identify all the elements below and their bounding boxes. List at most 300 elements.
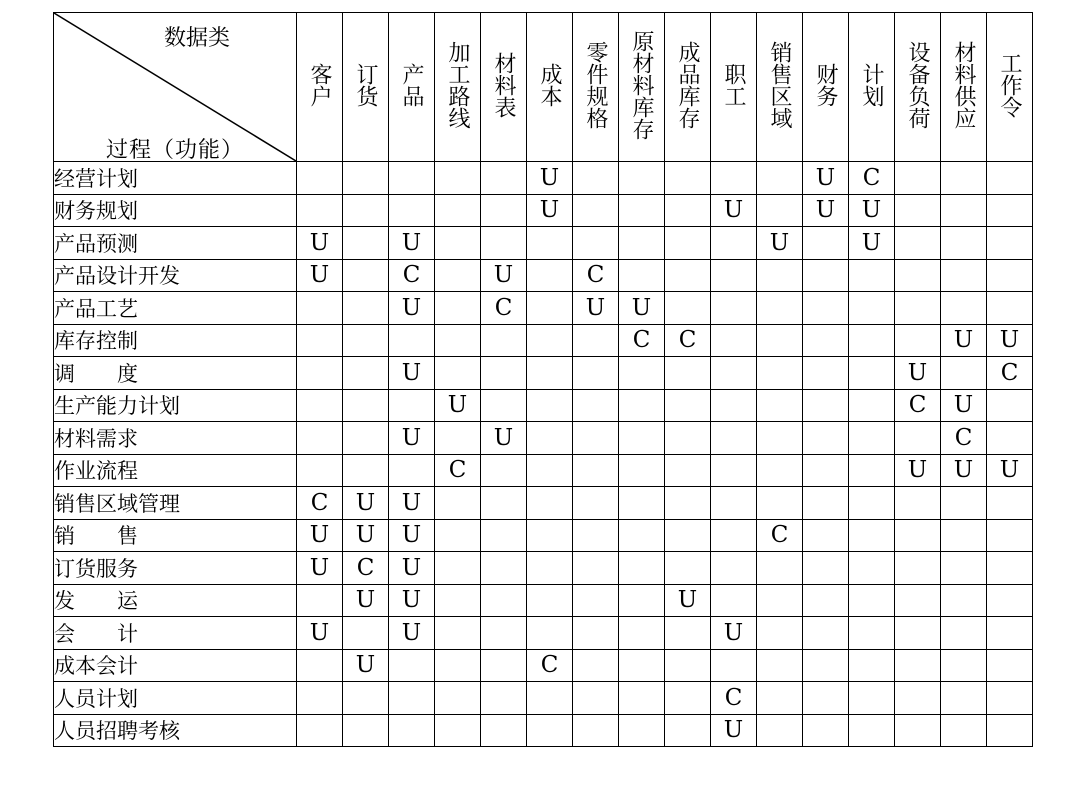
matrix-cell: U bbox=[343, 519, 389, 552]
matrix-cell bbox=[619, 584, 665, 617]
matrix-cell bbox=[619, 519, 665, 552]
matrix-cell: U bbox=[941, 454, 987, 487]
matrix-cell bbox=[389, 324, 435, 357]
matrix-cell bbox=[389, 682, 435, 715]
header-row bbox=[54, 13, 1033, 162]
matrix-cell bbox=[803, 487, 849, 520]
matrix-cell bbox=[435, 259, 481, 292]
matrix-cell bbox=[665, 357, 711, 390]
matrix-cell bbox=[297, 389, 343, 422]
matrix-cell: U bbox=[665, 584, 711, 617]
matrix-cell bbox=[343, 682, 389, 715]
matrix-cell bbox=[573, 227, 619, 260]
process-function-label: 过程（功能） bbox=[106, 138, 245, 163]
matrix-cell bbox=[711, 259, 757, 292]
matrix-cell bbox=[757, 162, 803, 195]
matrix-cell bbox=[849, 552, 895, 585]
matrix-cell bbox=[895, 227, 941, 260]
column-header bbox=[573, 13, 619, 162]
matrix-cell bbox=[849, 324, 895, 357]
matrix-cell bbox=[849, 487, 895, 520]
matrix-cell bbox=[757, 552, 803, 585]
table-row bbox=[54, 487, 1033, 520]
matrix-cell: C bbox=[573, 259, 619, 292]
matrix-cell bbox=[343, 162, 389, 195]
matrix-cell bbox=[297, 682, 343, 715]
matrix-cell bbox=[297, 194, 343, 227]
matrix-cell bbox=[527, 422, 573, 455]
matrix-cell bbox=[619, 422, 665, 455]
column-header-label: 成本 bbox=[537, 63, 562, 107]
matrix-cell bbox=[941, 292, 987, 325]
process-name: 会 计 bbox=[54, 617, 297, 650]
matrix-cell: U bbox=[343, 584, 389, 617]
matrix-cell bbox=[711, 454, 757, 487]
matrix-cell bbox=[757, 259, 803, 292]
matrix-cell bbox=[619, 194, 665, 227]
matrix-cell: U bbox=[297, 259, 343, 292]
matrix-cell bbox=[619, 682, 665, 715]
matrix-cell bbox=[987, 552, 1033, 585]
matrix-cell bbox=[987, 649, 1033, 682]
matrix-cell bbox=[757, 617, 803, 650]
matrix-cell bbox=[343, 194, 389, 227]
matrix-cell bbox=[757, 584, 803, 617]
matrix-cell bbox=[389, 162, 435, 195]
matrix-cell bbox=[435, 584, 481, 617]
column-header bbox=[711, 13, 757, 162]
matrix-cell: U bbox=[343, 649, 389, 682]
matrix-cell bbox=[665, 682, 711, 715]
matrix-cell bbox=[987, 259, 1033, 292]
matrix-cell bbox=[941, 227, 987, 260]
column-header-label: 客户 bbox=[307, 63, 332, 107]
table-row bbox=[54, 259, 1033, 292]
matrix-cell bbox=[435, 649, 481, 682]
matrix-cell bbox=[895, 194, 941, 227]
matrix-cell: U bbox=[895, 357, 941, 390]
matrix-cell bbox=[435, 227, 481, 260]
matrix-cell bbox=[987, 682, 1033, 715]
matrix-cell bbox=[987, 584, 1033, 617]
matrix-cell bbox=[435, 324, 481, 357]
matrix-cell bbox=[803, 259, 849, 292]
matrix-cell: U bbox=[895, 454, 941, 487]
matrix-cell: U bbox=[527, 194, 573, 227]
matrix-cell bbox=[573, 552, 619, 585]
matrix-cell bbox=[297, 324, 343, 357]
matrix-cell: C bbox=[343, 552, 389, 585]
matrix-cell bbox=[757, 454, 803, 487]
matrix-cell bbox=[711, 519, 757, 552]
matrix-cell bbox=[435, 714, 481, 747]
table-row bbox=[54, 454, 1033, 487]
process-name: 成本会计 bbox=[54, 649, 297, 682]
matrix-cell bbox=[343, 357, 389, 390]
matrix-cell bbox=[619, 227, 665, 260]
matrix-cell: U bbox=[389, 519, 435, 552]
matrix-cell bbox=[481, 617, 527, 650]
matrix-cell bbox=[665, 259, 711, 292]
matrix-cell bbox=[987, 487, 1033, 520]
matrix-cell bbox=[389, 649, 435, 682]
column-header-label: 原材料库存 bbox=[629, 30, 654, 140]
matrix-cell bbox=[343, 454, 389, 487]
matrix-cell bbox=[573, 357, 619, 390]
matrix-cell bbox=[941, 487, 987, 520]
matrix-cell bbox=[987, 292, 1033, 325]
column-header bbox=[481, 13, 527, 162]
matrix-cell bbox=[895, 649, 941, 682]
matrix-cell bbox=[665, 552, 711, 585]
matrix-cell bbox=[803, 682, 849, 715]
matrix-cell bbox=[941, 552, 987, 585]
matrix-cell bbox=[343, 617, 389, 650]
matrix-cell bbox=[297, 584, 343, 617]
matrix-cell bbox=[665, 162, 711, 195]
matrix-cell bbox=[527, 454, 573, 487]
matrix-cell bbox=[481, 682, 527, 715]
matrix-cell bbox=[665, 487, 711, 520]
matrix-cell bbox=[803, 649, 849, 682]
column-header bbox=[435, 13, 481, 162]
matrix-cell: C bbox=[895, 389, 941, 422]
matrix-cell bbox=[389, 714, 435, 747]
matrix-cell bbox=[527, 714, 573, 747]
matrix-body bbox=[54, 162, 1033, 747]
matrix-cell bbox=[803, 227, 849, 260]
matrix-cell bbox=[573, 422, 619, 455]
matrix-cell bbox=[757, 422, 803, 455]
matrix-cell bbox=[895, 617, 941, 650]
matrix-cell bbox=[711, 162, 757, 195]
matrix-cell bbox=[895, 519, 941, 552]
matrix-cell bbox=[711, 389, 757, 422]
table-row bbox=[54, 584, 1033, 617]
matrix-cell bbox=[343, 259, 389, 292]
matrix-cell bbox=[435, 519, 481, 552]
column-header bbox=[343, 13, 389, 162]
matrix-cell bbox=[803, 519, 849, 552]
matrix-cell bbox=[757, 714, 803, 747]
matrix-cell bbox=[849, 519, 895, 552]
matrix-cell bbox=[619, 617, 665, 650]
matrix-cell bbox=[527, 227, 573, 260]
table-row bbox=[54, 422, 1033, 455]
table-row bbox=[54, 649, 1033, 682]
matrix-cell: C bbox=[435, 454, 481, 487]
matrix-cell bbox=[527, 389, 573, 422]
matrix-cell bbox=[849, 682, 895, 715]
matrix-cell bbox=[573, 454, 619, 487]
process-name: 财务规划 bbox=[54, 194, 297, 227]
matrix-cell: U bbox=[849, 227, 895, 260]
matrix-cell bbox=[665, 714, 711, 747]
matrix-cell: U bbox=[987, 324, 1033, 357]
table-row bbox=[54, 519, 1033, 552]
matrix-cell bbox=[987, 617, 1033, 650]
process-name: 发 运 bbox=[54, 584, 297, 617]
matrix-cell: C bbox=[527, 649, 573, 682]
matrix-cell bbox=[481, 324, 527, 357]
matrix-cell bbox=[803, 552, 849, 585]
matrix-cell bbox=[895, 422, 941, 455]
column-header bbox=[987, 13, 1033, 162]
process-name: 库存控制 bbox=[54, 324, 297, 357]
process-name: 人员招聘考核 bbox=[54, 714, 297, 747]
matrix-cell bbox=[573, 487, 619, 520]
matrix-cell bbox=[941, 194, 987, 227]
matrix-cell bbox=[665, 519, 711, 552]
matrix-cell bbox=[481, 714, 527, 747]
matrix-cell bbox=[481, 162, 527, 195]
matrix-cell bbox=[343, 227, 389, 260]
matrix-cell bbox=[619, 259, 665, 292]
matrix-cell: U bbox=[297, 227, 343, 260]
process-name: 产品工艺 bbox=[54, 292, 297, 325]
process-name: 材料需求 bbox=[54, 422, 297, 455]
matrix-cell: U bbox=[849, 194, 895, 227]
matrix-cell bbox=[803, 389, 849, 422]
column-header bbox=[665, 13, 711, 162]
matrix-cell bbox=[573, 649, 619, 682]
matrix-cell: U bbox=[987, 454, 1033, 487]
process-name: 订货服务 bbox=[54, 552, 297, 585]
column-header bbox=[803, 13, 849, 162]
matrix-cell: U bbox=[389, 422, 435, 455]
matrix-cell: U bbox=[389, 552, 435, 585]
matrix-cell: U bbox=[343, 487, 389, 520]
matrix-cell bbox=[849, 292, 895, 325]
matrix-cell bbox=[803, 617, 849, 650]
matrix-cell bbox=[619, 552, 665, 585]
matrix-cell bbox=[711, 422, 757, 455]
matrix-cell bbox=[481, 454, 527, 487]
matrix-cell bbox=[711, 584, 757, 617]
matrix-cell bbox=[527, 487, 573, 520]
matrix-cell: C bbox=[481, 292, 527, 325]
matrix-cell bbox=[711, 487, 757, 520]
matrix-cell: U bbox=[297, 519, 343, 552]
matrix-cell: U bbox=[711, 617, 757, 650]
matrix-cell bbox=[573, 324, 619, 357]
matrix-cell bbox=[665, 454, 711, 487]
matrix-cell bbox=[849, 357, 895, 390]
column-header bbox=[895, 13, 941, 162]
matrix-cell bbox=[987, 227, 1033, 260]
matrix-cell bbox=[849, 714, 895, 747]
matrix-cell bbox=[619, 487, 665, 520]
matrix-cell bbox=[435, 682, 481, 715]
matrix-cell bbox=[803, 584, 849, 617]
matrix-cell bbox=[297, 649, 343, 682]
matrix-cell bbox=[665, 292, 711, 325]
matrix-cell bbox=[803, 357, 849, 390]
matrix-cell bbox=[527, 552, 573, 585]
matrix-cell bbox=[803, 714, 849, 747]
table-row bbox=[54, 389, 1033, 422]
matrix-cell bbox=[987, 389, 1033, 422]
matrix-cell bbox=[619, 162, 665, 195]
matrix-cell bbox=[435, 552, 481, 585]
matrix-cell bbox=[527, 584, 573, 617]
matrix-cell bbox=[665, 422, 711, 455]
matrix-cell bbox=[481, 584, 527, 617]
column-header bbox=[389, 13, 435, 162]
matrix-cell bbox=[757, 487, 803, 520]
table-row bbox=[54, 194, 1033, 227]
matrix-cell bbox=[297, 454, 343, 487]
matrix-cell bbox=[481, 389, 527, 422]
matrix-cell: U bbox=[711, 194, 757, 227]
matrix-cell bbox=[527, 357, 573, 390]
matrix-cell bbox=[757, 357, 803, 390]
matrix-cell bbox=[665, 194, 711, 227]
matrix-cell: U bbox=[481, 259, 527, 292]
matrix-cell bbox=[665, 389, 711, 422]
matrix-cell: U bbox=[941, 389, 987, 422]
process-name: 销售区域管理 bbox=[54, 487, 297, 520]
matrix-cell: U bbox=[527, 162, 573, 195]
matrix-cell bbox=[619, 389, 665, 422]
matrix-cell bbox=[573, 617, 619, 650]
column-header bbox=[527, 13, 573, 162]
matrix-cell bbox=[389, 454, 435, 487]
matrix-cell bbox=[849, 584, 895, 617]
matrix-cell bbox=[711, 227, 757, 260]
column-header-label: 成品库存 bbox=[675, 41, 700, 129]
matrix-cell bbox=[343, 422, 389, 455]
matrix-cell bbox=[849, 422, 895, 455]
matrix-cell bbox=[895, 552, 941, 585]
matrix-cell bbox=[435, 487, 481, 520]
column-header-label: 计划 bbox=[859, 63, 884, 107]
matrix-cell bbox=[435, 292, 481, 325]
column-header bbox=[619, 13, 665, 162]
matrix-cell bbox=[803, 422, 849, 455]
matrix-cell: U bbox=[297, 552, 343, 585]
matrix-cell bbox=[481, 552, 527, 585]
column-header-label: 订货 bbox=[353, 63, 378, 107]
matrix-cell: U bbox=[389, 292, 435, 325]
matrix-cell bbox=[941, 162, 987, 195]
matrix-cell: U bbox=[711, 714, 757, 747]
column-header-label: 设备负荷 bbox=[905, 41, 930, 129]
matrix-cell bbox=[895, 162, 941, 195]
column-header bbox=[941, 13, 987, 162]
matrix-cell: U bbox=[941, 324, 987, 357]
matrix-cell bbox=[573, 519, 619, 552]
process-name: 产品预测 bbox=[54, 227, 297, 260]
matrix-cell bbox=[343, 324, 389, 357]
matrix-cell: U bbox=[803, 194, 849, 227]
column-header bbox=[849, 13, 895, 162]
matrix-cell bbox=[435, 194, 481, 227]
matrix-cell: U bbox=[619, 292, 665, 325]
matrix-cell bbox=[573, 714, 619, 747]
process-name: 产品设计开发 bbox=[54, 259, 297, 292]
matrix-cell bbox=[711, 649, 757, 682]
matrix-cell bbox=[711, 552, 757, 585]
matrix-cell bbox=[987, 714, 1033, 747]
data-class-label: 数据类 bbox=[164, 26, 231, 51]
column-header-label: 材料表 bbox=[491, 52, 516, 118]
matrix-cell bbox=[573, 389, 619, 422]
matrix-cell: U bbox=[435, 389, 481, 422]
matrix-cell bbox=[481, 194, 527, 227]
column-header-label: 工作令 bbox=[997, 52, 1022, 118]
matrix-cell: U bbox=[389, 357, 435, 390]
process-data-matrix bbox=[53, 12, 1033, 747]
matrix-cell bbox=[481, 357, 527, 390]
matrix-cell: U bbox=[481, 422, 527, 455]
matrix-cell bbox=[297, 714, 343, 747]
matrix-cell bbox=[481, 227, 527, 260]
matrix-cell bbox=[435, 357, 481, 390]
matrix-cell bbox=[849, 259, 895, 292]
matrix-cell bbox=[987, 194, 1033, 227]
matrix-cell bbox=[435, 617, 481, 650]
table-row bbox=[54, 552, 1033, 585]
process-name: 经营计划 bbox=[54, 162, 297, 195]
matrix-cell bbox=[757, 649, 803, 682]
matrix-cell bbox=[849, 617, 895, 650]
matrix-cell bbox=[389, 194, 435, 227]
matrix-cell: C bbox=[665, 324, 711, 357]
matrix-cell bbox=[481, 519, 527, 552]
matrix-cell bbox=[895, 324, 941, 357]
matrix-cell bbox=[435, 422, 481, 455]
matrix-cell bbox=[941, 519, 987, 552]
matrix-cell bbox=[665, 617, 711, 650]
matrix-cell bbox=[941, 682, 987, 715]
matrix-cell bbox=[619, 649, 665, 682]
matrix-cell bbox=[941, 584, 987, 617]
matrix-cell bbox=[527, 292, 573, 325]
matrix-cell bbox=[619, 454, 665, 487]
matrix-cell bbox=[941, 357, 987, 390]
matrix-cell: C bbox=[297, 487, 343, 520]
matrix-cell bbox=[941, 714, 987, 747]
matrix-cell: C bbox=[849, 162, 895, 195]
matrix-cell bbox=[987, 162, 1033, 195]
column-header-label: 职工 bbox=[721, 63, 746, 107]
matrix-cell bbox=[435, 162, 481, 195]
matrix-cell bbox=[941, 649, 987, 682]
matrix-cell bbox=[757, 682, 803, 715]
table-row bbox=[54, 682, 1033, 715]
matrix-cell: U bbox=[803, 162, 849, 195]
matrix-cell: C bbox=[619, 324, 665, 357]
matrix-cell bbox=[987, 422, 1033, 455]
matrix-cell bbox=[573, 194, 619, 227]
matrix-cell: U bbox=[573, 292, 619, 325]
matrix-cell: U bbox=[757, 227, 803, 260]
matrix-cell bbox=[895, 292, 941, 325]
matrix-cell bbox=[297, 357, 343, 390]
table-row bbox=[54, 357, 1033, 390]
matrix-cell: U bbox=[297, 617, 343, 650]
matrix-cell bbox=[895, 584, 941, 617]
matrix-cell: C bbox=[389, 259, 435, 292]
matrix-cell bbox=[665, 227, 711, 260]
column-header-label: 材料供应 bbox=[951, 41, 976, 129]
matrix-cell bbox=[343, 714, 389, 747]
matrix-cell bbox=[297, 162, 343, 195]
table-row bbox=[54, 617, 1033, 650]
matrix-cell bbox=[573, 584, 619, 617]
table-row bbox=[54, 162, 1033, 195]
